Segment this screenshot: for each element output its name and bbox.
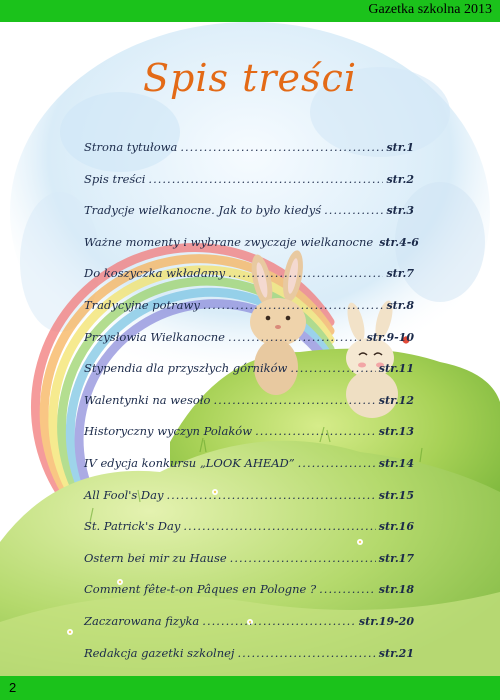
toc-entry-label: Spis treści [84,171,146,186]
toc-entry-page: str.11 [378,362,414,376]
toc-entry-page: str.9-10 [366,330,414,344]
toc-entry [84,424,414,456]
toc-entry-label: Tradycje wielkanocne. Jak to było kiedyś [84,203,322,218]
toc-entry-page: str.12 [378,393,414,407]
header-bar [0,0,500,22]
toc-leader-dots [213,393,375,407]
toc-entry-page: str.4-6 [379,235,419,249]
toc-entry [84,519,414,551]
toc-entry-label: Comment fête-t-on Pâques en Pologne ? [84,582,317,597]
toc-entry-label: Ważne momenty i wybrane zwyczaje wielkanocne [84,234,374,249]
table-of-contents [84,140,419,677]
toc-entry [84,203,414,235]
toc-entry-page: str.1 [386,141,414,154]
toc-entry [84,614,414,646]
newsletter-title: Gazetka szkolna 2013 [368,2,492,17]
toc-entry-page: str.16 [378,520,414,534]
toc-entry-page: str.17 [378,551,414,565]
toc-entry-page: str.3 [386,204,414,218]
toc-leader-dots [255,424,376,438]
toc-entry [84,393,414,425]
toc-leader-dots [290,361,375,375]
toc-entry [84,266,414,298]
toc-entry-label: Tradycyjne potrawy [84,297,200,312]
toc-leader-dots [230,551,376,565]
toc-entry [84,551,414,583]
toc-leader-dots [324,203,383,217]
toc-entry-label: Ostern bei mir zu Hause [84,550,227,565]
toc-entry-label: All Fool's Day [84,487,164,502]
toc-entry [84,456,414,488]
toc-entry-label: Przysłowia Wielkanocne [84,329,225,344]
toc-entry-label: IV edycja konkursu „LOOK AHEAD” [84,455,295,470]
toc-entry-page: str.14 [378,456,414,470]
toc-entry [84,361,414,393]
toc-entry [84,172,414,204]
toc-entry [84,234,419,267]
toc-leader-dots [237,646,375,660]
toc-leader-dots [228,330,364,344]
toc-leader-dots [183,519,375,533]
toc-entry-page: str.13 [378,425,414,439]
toc-entry-page: str.8 [386,298,414,312]
toc-entry-page: str.7 [386,267,414,281]
toc-entry-label: St. Patrick's Day [84,519,181,534]
toc-entry [84,646,414,678]
toc-leader-dots [180,140,383,154]
toc-entry-label: Zaczarowana fizyka [84,613,200,628]
toc-entry [84,488,414,520]
toc-leader-dots [298,456,376,470]
toc-entry [84,140,414,172]
toc-entry-label: Walentynki na wesoło [84,392,211,407]
toc-entry [84,298,414,330]
toc-entry-label: Redakcja gazetki szkolnej [84,645,235,660]
toc-entry-label: Stypendia dla przyszłych górników [84,361,288,376]
toc-entry [84,582,414,614]
toc-leader-dots [203,298,384,312]
toc-entry-page: str.21 [378,646,414,660]
toc-leader-dots [148,172,383,186]
toc-entry-page: str.2 [386,172,414,186]
toc-entry [84,330,414,362]
page-number: 2 [9,680,17,695]
footer-bar [0,676,500,700]
toc-entry-label: Strona tytułowa [84,140,178,154]
toc-leader-dots [202,614,356,628]
toc-entry-label: Historyczny wyczyn Polaków [84,424,253,439]
page-title: Spis treści [143,56,357,100]
toc-entry-label: Do koszyczka wkładamy [84,266,226,281]
toc-leader-dots [228,266,383,280]
toc-leader-dots [166,488,375,502]
toc-entry-page: str.15 [378,488,414,502]
toc-entry-page: str.18 [378,583,414,597]
toc-leader-dots [319,582,376,596]
toc-entry-page: str.19-20 [358,614,414,628]
